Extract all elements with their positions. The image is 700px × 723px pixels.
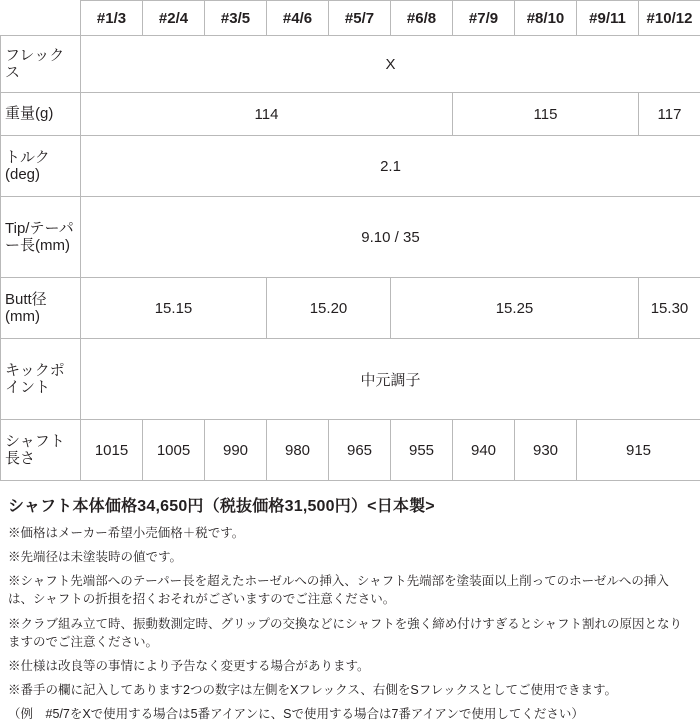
note-line: ※番手の欄に記入してあります2つの数字は左側をXフレックス、右側をSフレックスとしてご使用できます。 — [8, 681, 692, 699]
price-text: シャフト本体価格34,650円（税抜価格31,500円）<日本製> — [8, 493, 692, 516]
column-header: #1/3 — [81, 1, 143, 36]
row-label-butt: Butt径(mm) — [1, 278, 81, 339]
row-label-kickpoint: キックポイント — [1, 339, 81, 420]
table-row — [1, 278, 700, 339]
row-label-shaft-length: シャフト長さ — [1, 420, 81, 481]
cell-weight-1: 114 — [81, 93, 453, 136]
row-label-tip-taper: Tip/テーパー長(mm) — [1, 197, 81, 278]
cell-weight-2: 115 — [453, 93, 639, 136]
column-header: #5/7 — [329, 1, 391, 36]
column-header: #6/8 — [391, 1, 453, 36]
table-corner-cell — [1, 1, 81, 36]
notes-section — [0, 481, 700, 723]
table-row — [1, 197, 700, 278]
row-label-weight: 重量(g) — [1, 93, 81, 136]
note-line: ※価格はメーカー希望小売価格＋税です。 — [8, 524, 692, 542]
cell-length-8: 930 — [515, 420, 577, 481]
cell-butt-3: 15.25 — [391, 278, 639, 339]
column-header: #10/12 — [639, 1, 700, 36]
cell-flex-all: X — [81, 36, 700, 93]
table-row — [1, 93, 700, 136]
cell-butt-2: 15.20 — [267, 278, 391, 339]
cell-length-2: 1005 — [143, 420, 205, 481]
note-line: ※仕様は改良等の事情により予告なく変更する場合があります。 — [8, 657, 692, 675]
cell-length-7: 940 — [453, 420, 515, 481]
column-header: #3/5 — [205, 1, 267, 36]
cell-length-5: 965 — [329, 420, 391, 481]
table-body — [1, 36, 700, 481]
note-line: ※シャフト先端部へのテーパー長を超えたホーゼルへの挿入、シャフト先端部を塗装面以上削ってのホーゼルへの挿入は、シャフトの折損を招くおそれがございますのでご注意ください。 — [8, 572, 692, 608]
note-line: ※先端径は未塗装時の値です。 — [8, 548, 692, 566]
cell-kickpoint-all: 中元調子 — [81, 339, 700, 420]
cell-length-9: 915 — [577, 420, 700, 481]
cell-butt-4: 15.30 — [639, 278, 700, 339]
note-line: （例 #5/7をXで使用する場合は5番アイアンに、Sで使用する場合は7番アイアンで使用してください） — [8, 705, 692, 723]
table-header — [1, 1, 700, 36]
column-header: #7/9 — [453, 1, 515, 36]
column-header: #4/6 — [267, 1, 329, 36]
cell-length-4: 980 — [267, 420, 329, 481]
table-row — [1, 36, 700, 93]
note-line: ※クラブ組み立て時、振動数測定時、グリップの交換などにシャフトを強く締め付けすぎるとシャフト割れの原因となりますのでご注意ください。 — [8, 615, 692, 651]
column-header: #9/11 — [577, 1, 639, 36]
table-row — [1, 339, 700, 420]
column-header: #8/10 — [515, 1, 577, 36]
cell-length-1: 1015 — [81, 420, 143, 481]
table-row — [1, 420, 700, 481]
cell-torque-all: 2.1 — [81, 136, 700, 197]
row-label-torque: トルク(deg) — [1, 136, 81, 197]
cell-weight-3: 117 — [639, 93, 700, 136]
column-header: #2/4 — [143, 1, 205, 36]
table-row — [1, 136, 700, 197]
cell-butt-1: 15.15 — [81, 278, 267, 339]
header-row — [1, 1, 700, 36]
cell-length-3: 990 — [205, 420, 267, 481]
cell-length-6: 955 — [391, 420, 453, 481]
row-label-flex: フレックス — [1, 36, 81, 93]
cell-tip-taper-all: 9.10 / 35 — [81, 197, 700, 278]
